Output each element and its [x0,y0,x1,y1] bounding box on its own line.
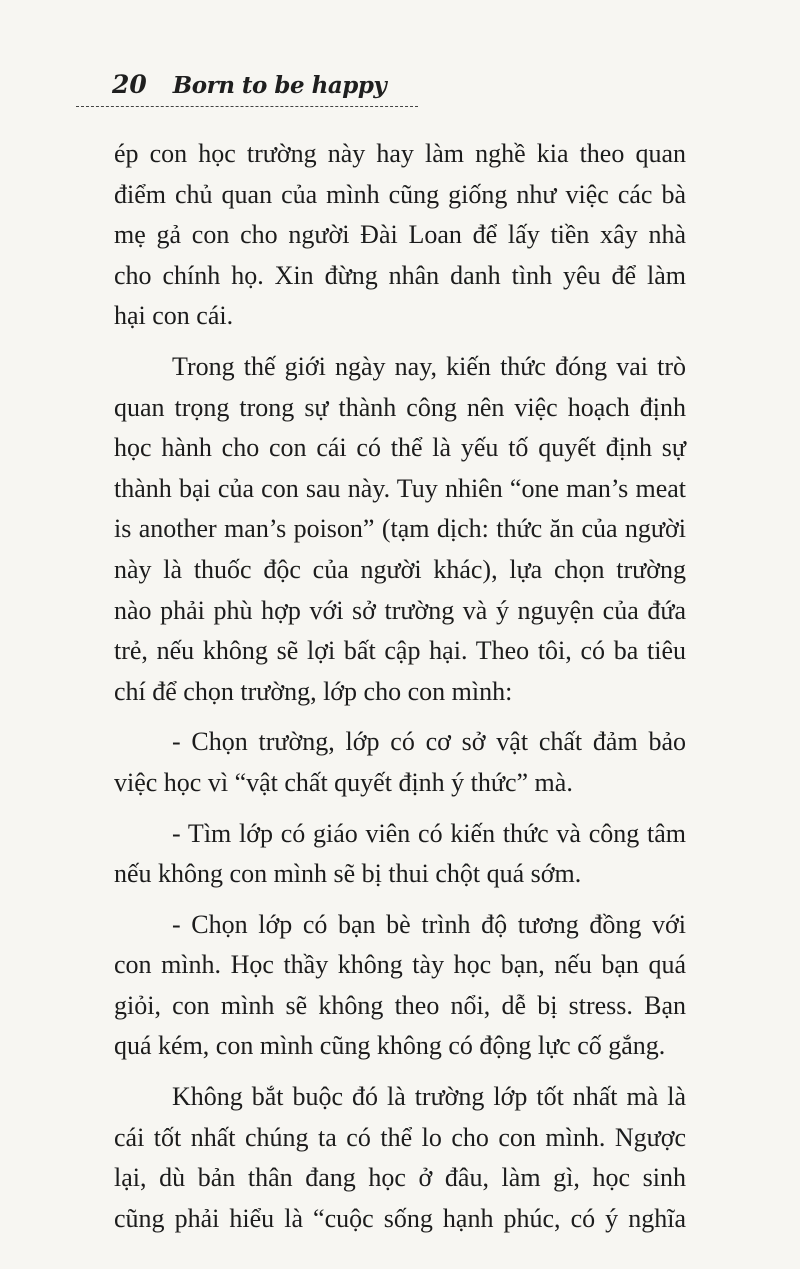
text-line: điểm chủ quan của mình cũng giống như việc các bà [114,179,686,209]
book-title: Born to be happy [172,72,387,99]
paragraph-gap [114,804,686,814]
list-item [114,722,686,803]
text-line: nào phải phù hợp với sở trường và ý nguyện của đứa [114,595,686,625]
text-line: giỏi, con mình sẽ không theo nổi, dễ bị stress. Bạn [114,990,686,1020]
text-line: trẻ, nếu không sẽ lợi bất cập hại. Theo tôi, có ba tiêu [114,636,686,666]
paragraph-gap [114,895,686,905]
text-line: hại con cái. [114,301,234,331]
text-line: nếu không con mình sẽ bị thui chột quá sớm. [114,859,582,889]
paragraph [114,347,686,712]
list-item [114,814,686,895]
paragraph [114,134,686,337]
running-header [112,70,386,106]
text-line: việc học vì “vật chất quyết định ý thức” mà. [114,767,573,797]
text-line: chí để chọn trường, lớp cho con mình: [114,676,513,706]
text-line: - Chọn lớp có bạn bè trình độ tương đồng với [172,909,686,939]
page-number: 20 [112,70,147,99]
text-line: thành bại của con sau này. Tuy nhiên “one man’s meat [114,473,686,503]
text-line: con mình. Học thầy không tày học bạn, nếu bạn quá [114,950,686,980]
text-line: cái tốt nhất chúng ta có thể lo cho con mình. Ngược [114,1122,686,1152]
text-line: is another man’s poison” (tạm dịch: thức ăn của người [114,514,686,544]
header-divider [76,106,418,107]
paragraph [114,1077,686,1239]
text-line: cho chính họ. Xin đừng nhân danh tình yêu để làm [114,260,686,290]
text-line: ép con học trường này hay làm nghề kia theo quan [114,139,686,168]
text-line: mẹ gả con cho người Đài Loan để lấy tiền xây nhà [114,220,686,250]
body-text [114,134,686,1239]
paragraph-gap [114,337,686,347]
list-item [114,905,686,1067]
text-line: quá kém, con mình cũng không có động lực cố gắng. [114,1031,666,1061]
text-line: Không bắt buộc đó là trường lớp tốt nhất mà là [172,1082,686,1112]
text-line: quan trọng trong sự thành công nên việc hoạch định [114,392,686,422]
text-line: - Chọn trường, lớp có cơ sở vật chất đảm bảo [172,727,686,757]
paragraph-gap [114,1067,686,1077]
text-line: lại, dù bản thân đang học ở đâu, làm gì, học sinh [114,1163,686,1193]
text-line: Trong thế giới ngày nay, kiến thức đóng vai trò [172,351,686,381]
paragraph-gap [114,712,686,722]
text-line: - Tìm lớp có giáo viên có kiến thức và công tâm [172,818,686,848]
text-line: này là thuốc độc của người khác), lựa chọn trường [114,554,686,584]
text-line: cũng phải hiểu là “cuộc sống hạnh phúc, có ý nghĩa [114,1203,686,1233]
text-line: học hành cho con cái có thể là yếu tố quyết định sự [114,433,686,463]
